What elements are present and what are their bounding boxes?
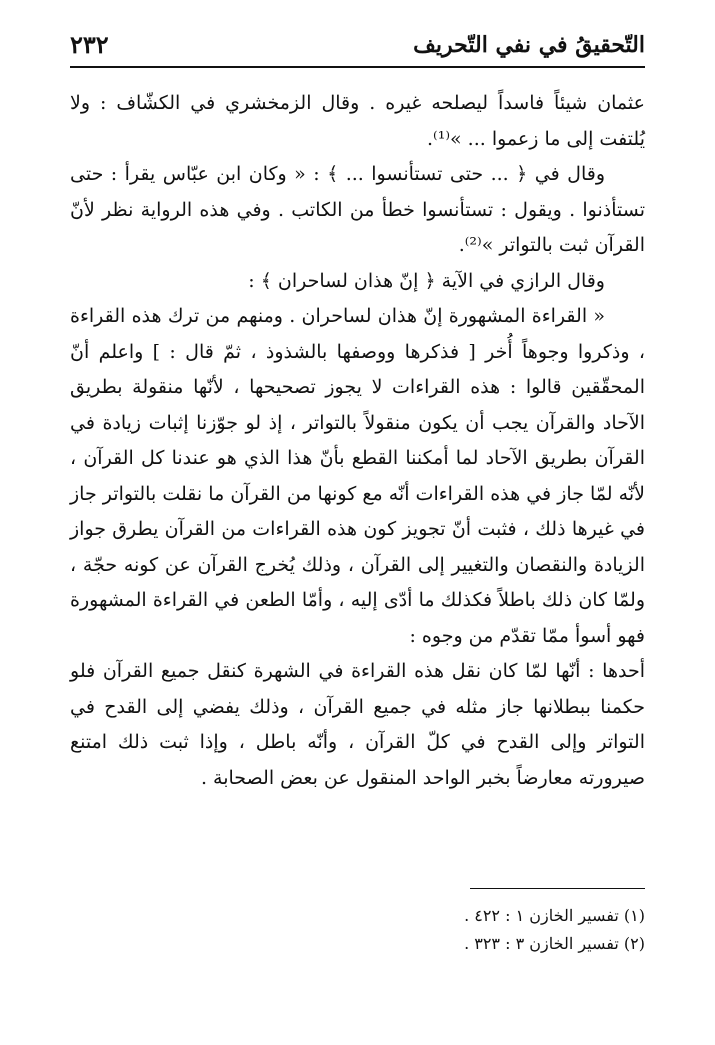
running-title: التّحقيقُ في نفي التّحريف xyxy=(413,32,645,58)
paragraph: وقال في ﴿ ... حتى تستأنسوا ... ﴾ : « وكان ابن عبّاس يقرأ : حتى تستأذنوا . ويقول : تستأنسوا خطأ من الكاتب . وفي هذه الرواية نظر لأنّ القرآن ثبت بالتواتر »⁽²⁾. xyxy=(70,163,645,256)
main-text xyxy=(70,86,645,796)
page-header xyxy=(70,28,645,64)
page-number: ٢٣٢ xyxy=(70,30,109,59)
footnote: (١) تفسير الخازن ١ : ٤٢٢ . xyxy=(464,906,645,925)
paragraph: « القراءة المشهورة إنّ هذان لساحران . ومنهم من ترك هذه القراءة ، وذكروا وجوهاً أُخر [ فذكرها ووصفها بالشذوذ ، ثمّ قال : ] واعلم أنّ المحقّقين قالوا : هذه القراءات لا يجوز تصحيحها ، لأنّها منقولة بطريق الآحاد والقرآن يجب أن يكون منقولاً بالتواتر ، إذ لو جوّزنا إثبات زيادة في القرآن بطريق الآحاد لما أمكننا القطع بأنّ هذا الذي هو عندنا كل القرآن ، لأنّه لمّا جاز في هذه القراءات أنّه مع كونها من القرآن ما نقلت بالتواتر جاز في غيرها ذلك ، فثبت أنّ تجويز كون هذه القراءات من القرآن يطرق جواز الزيادة والنقصان والتغيير إلى القرآن ، وذلك يُخرج القرآن عن كونه حجّة ، ولمّا كان ذلك باطلاً فكذلك ما أدّى إليه ، وأمّا الطعن في القراءة المشهورة فهو أسوأ ممّا تقدّم من وجوه : xyxy=(70,305,645,647)
footnote: (٢) تفسير الخازن ٣ : ٣٢٣ . xyxy=(464,934,645,953)
footnotes xyxy=(70,902,645,958)
paragraph: عثمان شيئاً فاسداً ليصلحه غيره . وقال الزمخشري في الكشّاف : ولا يُلتفت إلى ما زعموا ... »⁽¹⁾. xyxy=(70,92,645,150)
footnote-divider xyxy=(470,888,645,889)
paragraph: وقال الرازي في الآية ﴿ إنّ هذان لساحران ﴾ : xyxy=(248,269,605,292)
paragraph: أحدها : أنّها لمّا كان نقل هذه القراءة في الشهرة كنقل جميع القرآن فلو حكمنا ببطلانها جاز مثله في جميع القرآن ، وذلك يفضي إلى القدح في التواتر وإلى القدح في كلّ القرآن ، وأنّه باطل ، وإذا ثبت ذلك امتنع صيرورته معارضاً بخبر الواحد المنقول عن بعض الصحابة . xyxy=(70,660,645,789)
header-divider xyxy=(70,66,645,68)
